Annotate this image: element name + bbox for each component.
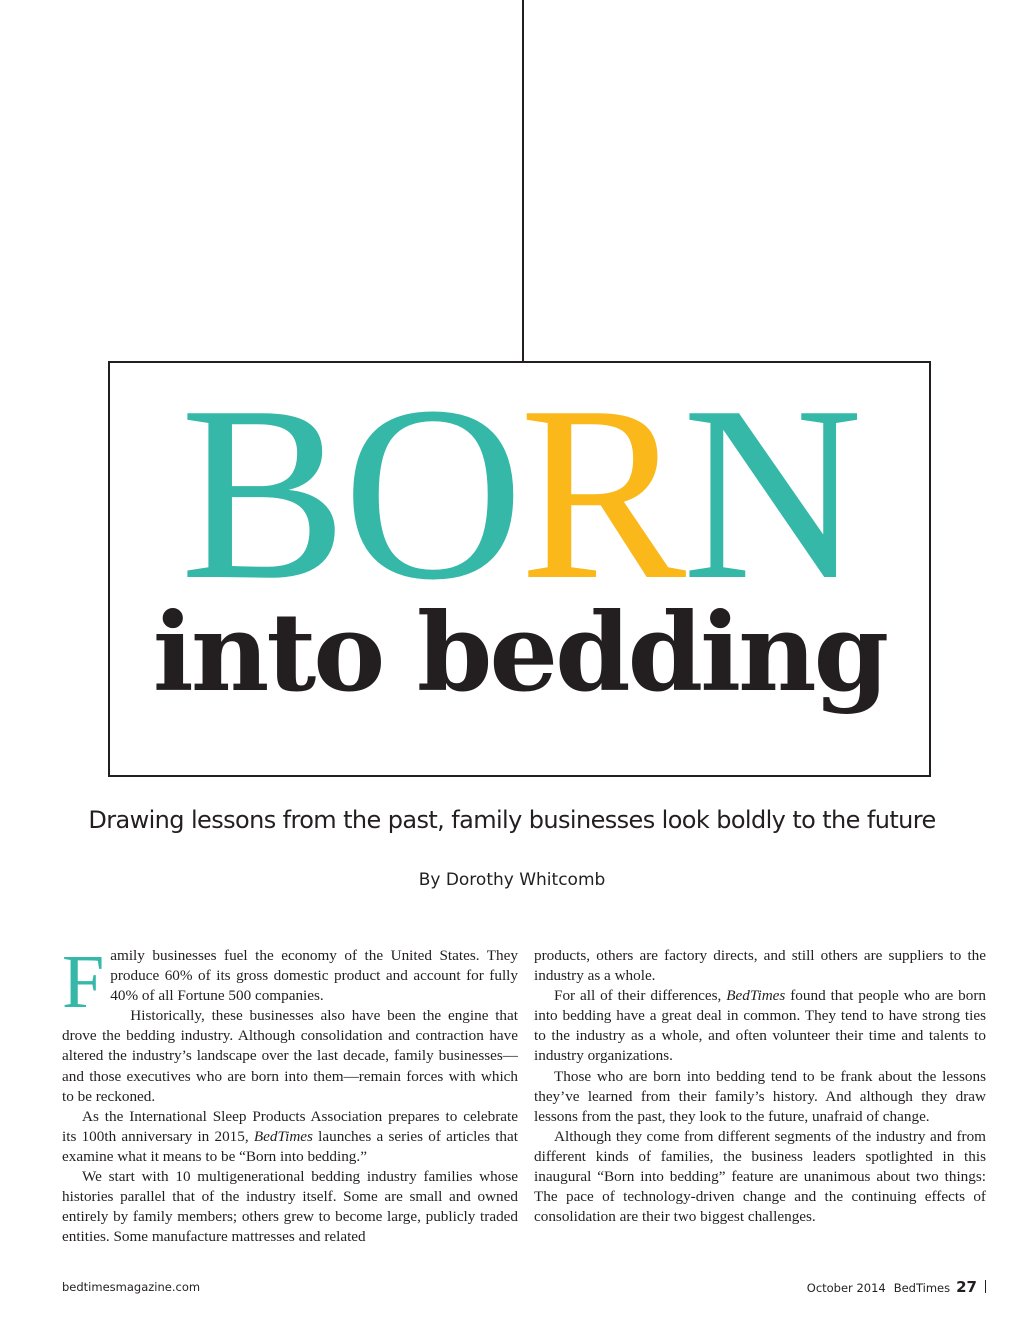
hanging-line	[522, 0, 524, 362]
subtitle: Drawing lessons from the past, family businesses look boldly to the future	[88, 806, 936, 834]
article-paragraph: products, others are factory directs, and still others are suppliers to the industry as a whole.	[534, 947, 986, 985]
page-number: 27	[956, 1278, 977, 1296]
byline: By Dorothy Whitcomb	[418, 870, 606, 890]
article-paragraph: Historically, these businesses also have been the engine that drove the bedding industry. Although consolidation and contraction have altered the industry’s landscape over the last decade, family businesses—and those executives who are born into them—remain forces with which to be reckoned.	[62, 1007, 518, 1105]
folio-divider	[985, 1280, 986, 1293]
article-paragraph: As the International Sleep Products Association prepares to celebrate its 100th anniversary in 2015, BedTimes launches a series of articles that examine what it means to be “Born into bedding.”	[62, 1107, 518, 1165]
drop-cap: F	[62, 940, 105, 1024]
footer-magazine: BedTimes	[893, 1281, 951, 1295]
title-line2: into bedding	[152, 590, 887, 716]
article-paragraph: We start with 10 multigenerational bedding industry families whose histories parallel that of the industry itself. Some are small and owned entirely by family members; others grew to become large, publicly traded entities. Some manufacture mattresses and related	[62, 1168, 518, 1246]
footer-folio	[807, 1278, 986, 1296]
article-column-right	[534, 946, 986, 1227]
title-letter-o: O	[342, 355, 520, 632]
footer-issue: October 2014	[806, 1281, 886, 1295]
article-column-left	[62, 940, 518, 1247]
article-paragraph: Although they come from different segments of the industry and from different kinds of families, the business leaders spotlighted in this inaugural “Born into bedding” feature are unanimous about two things: The pace of technology-driven change and the continuing effects of consolidation are their two biggest challenges.	[534, 1127, 986, 1226]
footer-website: bedtimesmagazine.com	[62, 1280, 201, 1294]
title-born	[110, 355, 929, 632]
title-box	[108, 355, 931, 777]
article-paragraph: Family businesses fuel the economy of the United States. They produce 60% of its gross domestic product and account for fully 40% of all Fortune 500 companies.	[62, 940, 518, 1024]
article-paragraph: Those who are born into bedding tend to be frank about the lessons they’ve learned from their family’s history. And although they draw lessons from the past, they look to the future, unafraid of change.	[534, 1067, 986, 1125]
title-letter-n: N	[682, 355, 859, 632]
article-paragraph: For all of their differences, BedTimes found that people who are born into bedding have a great deal in common. They tend to have strong ties to the industry as a whole, and often volunteer their time and talents to industry organizations.	[534, 987, 986, 1065]
title-letter-r: R	[519, 355, 683, 632]
title-letter-b: B	[180, 355, 343, 632]
